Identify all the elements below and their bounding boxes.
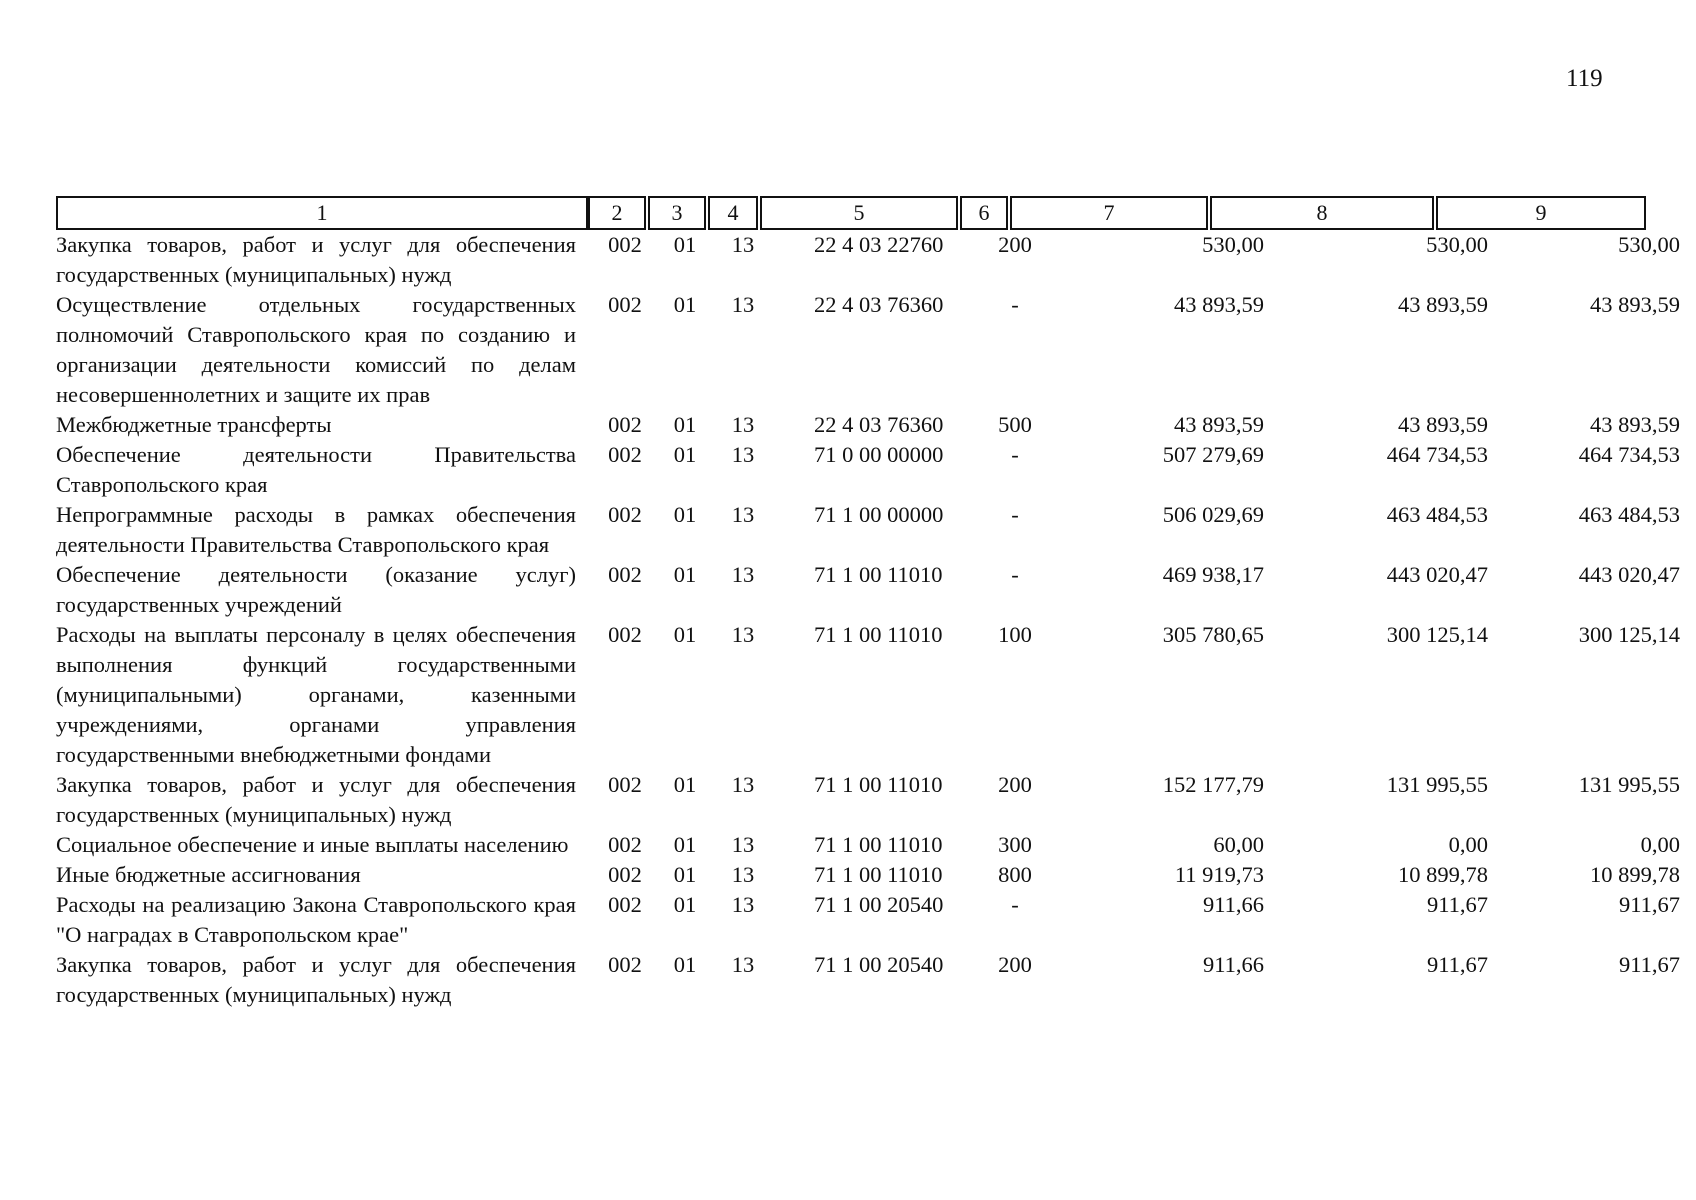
row-value-2: 911,67 (1426, 892, 1488, 917)
row-value-2: 0,00 (1448, 832, 1488, 857)
row-vr: 100 (998, 622, 1032, 647)
row-rz: 01 (673, 862, 697, 887)
row-csr: 71 1 00 20540 (814, 952, 944, 977)
row-value-3: 911,67 (1618, 952, 1680, 977)
row-pr: 13 (731, 232, 755, 257)
row-grbs: 002 (608, 622, 642, 647)
row-csr: 22 4 03 76360 (814, 292, 944, 317)
row-csr: 22 4 03 76360 (814, 412, 944, 437)
page-number: 119 (1566, 65, 1603, 92)
row-value-2: 530,00 (1426, 232, 1488, 257)
row-pr: 13 (731, 292, 755, 317)
row-name: Осуществление отдельных государственных полномочий Ставропольского края по созданию и организации деятельности комиссий по делам несовершеннолетних и защите их прав (56, 292, 576, 407)
row-value-1: 305 780,65 (1162, 622, 1264, 647)
row-grbs: 002 (608, 832, 642, 857)
row-vr: 800 (998, 862, 1032, 887)
row-vr: 200 (998, 232, 1032, 257)
row-name: Расходы на выплаты персоналу в целях обеспечения выполнения функций государственными (муниципальными) органами, казенными учреждениями, органами управления государственными внебюджетными фондами (56, 622, 576, 767)
row-vr: - (1011, 442, 1019, 467)
row-rz: 01 (673, 502, 697, 527)
row-rz: 01 (673, 772, 697, 797)
row-value-1: 43 893,59 (1174, 412, 1264, 437)
row-name: Закупка товаров, работ и услуг для обеспечения государственных (муниципальных) нужд (56, 232, 576, 287)
row-value-1: 911,66 (1202, 892, 1264, 917)
row-value-3: 530,00 (1618, 232, 1680, 257)
table-row (56, 410, 1680, 440)
row-value-1: 60,00 (1213, 832, 1264, 857)
row-grbs: 002 (608, 292, 642, 317)
row-csr: 22 4 03 22760 (814, 232, 944, 257)
header-col-2: 2 (588, 196, 646, 230)
row-name: Обеспечение деятельности Правительства Ставропольского края (56, 442, 576, 497)
row-value-1: 911,66 (1202, 952, 1264, 977)
table-row (56, 620, 1680, 770)
header-col-1: 1 (56, 196, 588, 230)
row-value-3: 0,00 (1640, 832, 1680, 857)
row-rz: 01 (673, 292, 697, 317)
row-pr: 13 (731, 862, 755, 887)
row-name: Иные бюджетные ассигнования (56, 862, 361, 887)
row-value-3: 463 484,53 (1578, 502, 1680, 527)
row-value-2: 131 995,55 (1386, 772, 1488, 797)
row-value-1: 507 279,69 (1162, 442, 1264, 467)
header-col-5: 5 (760, 196, 958, 230)
row-pr: 13 (731, 502, 755, 527)
header-col-6: 6 (960, 196, 1008, 230)
row-value-2: 464 734,53 (1386, 442, 1488, 467)
row-csr: 71 1 00 11010 (814, 622, 943, 647)
row-rz: 01 (673, 832, 697, 857)
row-name: Закупка товаров, работ и услуг для обеспечения государственных (муниципальных) нужд (56, 952, 576, 1007)
row-grbs: 002 (608, 772, 642, 797)
row-value-2: 300 125,14 (1386, 622, 1488, 647)
row-value-2: 911,67 (1426, 952, 1488, 977)
row-value-1: 530,00 (1202, 232, 1264, 257)
table-row (56, 950, 1680, 1010)
row-value-1: 11 919,73 (1174, 862, 1264, 887)
row-vr: - (1011, 892, 1019, 917)
header-col-9: 9 (1436, 196, 1646, 230)
row-value-3: 443 020,47 (1578, 562, 1680, 587)
row-value-2: 43 893,59 (1398, 292, 1488, 317)
row-rz: 01 (673, 562, 697, 587)
row-grbs: 002 (608, 232, 642, 257)
row-value-2: 443 020,47 (1386, 562, 1488, 587)
row-name: Межбюджетные трансферты (56, 412, 332, 437)
row-grbs: 002 (608, 892, 642, 917)
row-value-2: 10 899,78 (1398, 862, 1488, 887)
row-value-1: 43 893,59 (1174, 292, 1264, 317)
row-vr: 300 (998, 832, 1032, 857)
row-vr: 200 (998, 952, 1032, 977)
header-col-7: 7 (1010, 196, 1208, 230)
table-row (56, 860, 1680, 890)
row-value-1: 506 029,69 (1162, 502, 1264, 527)
header-col-4: 4 (708, 196, 758, 230)
table-row (56, 560, 1680, 620)
row-grbs: 002 (608, 502, 642, 527)
row-pr: 13 (731, 442, 755, 467)
row-name: Непрограммные расходы в рамках обеспечения деятельности Правительства Ставропольского края (56, 502, 576, 557)
row-value-3: 131 995,55 (1578, 772, 1680, 797)
row-vr: 200 (998, 772, 1032, 797)
row-pr: 13 (731, 412, 755, 437)
row-name: Социальное обеспечение и иные выплаты населению (56, 832, 569, 857)
row-name: Расходы на реализацию Закона Ставропольского края "О наградах в Ставропольском крае" (56, 892, 576, 947)
row-vr: 500 (998, 412, 1032, 437)
row-pr: 13 (731, 892, 755, 917)
row-grbs: 002 (608, 442, 642, 467)
row-value-3: 911,67 (1618, 892, 1680, 917)
row-csr: 71 1 00 00000 (814, 502, 944, 527)
table-row (56, 830, 1680, 860)
row-value-2: 463 484,53 (1386, 502, 1488, 527)
row-name: Обеспечение деятельности (оказание услуг) государственных учреждений (56, 562, 576, 617)
row-value-3: 10 899,78 (1590, 862, 1680, 887)
row-pr: 13 (731, 832, 755, 857)
row-value-1: 469 938,17 (1162, 562, 1264, 587)
row-pr: 13 (731, 772, 755, 797)
row-value-3: 43 893,59 (1590, 292, 1680, 317)
row-pr: 13 (731, 622, 755, 647)
table-row (56, 440, 1680, 500)
row-csr: 71 1 00 11010 (814, 562, 943, 587)
header-col-8: 8 (1210, 196, 1434, 230)
row-csr: 71 1 00 11010 (814, 832, 943, 857)
row-value-3: 300 125,14 (1578, 622, 1680, 647)
table-row (56, 770, 1680, 830)
row-csr: 71 1 00 11010 (814, 862, 943, 887)
table-row (56, 290, 1680, 410)
row-name: Закупка товаров, работ и услуг для обеспечения государственных (муниципальных) нужд (56, 772, 576, 827)
row-grbs: 002 (608, 862, 642, 887)
row-rz: 01 (673, 952, 697, 977)
table-row (56, 230, 1680, 290)
row-pr: 13 (731, 952, 755, 977)
row-value-3: 464 734,53 (1578, 442, 1680, 467)
row-value-2: 43 893,59 (1398, 412, 1488, 437)
row-vr: - (1011, 562, 1019, 587)
row-csr: 71 1 00 11010 (814, 772, 943, 797)
row-grbs: 002 (608, 412, 642, 437)
row-grbs: 002 (608, 952, 642, 977)
table-body (56, 230, 1680, 1010)
row-grbs: 002 (608, 562, 642, 587)
row-vr: - (1011, 502, 1019, 527)
row-rz: 01 (673, 622, 697, 647)
row-csr: 71 1 00 20540 (814, 892, 944, 917)
row-value-3: 43 893,59 (1590, 412, 1680, 437)
row-rz: 01 (673, 232, 697, 257)
row-rz: 01 (673, 442, 697, 467)
row-vr: - (1011, 292, 1019, 317)
header-col-3: 3 (648, 196, 706, 230)
row-csr: 71 0 00 00000 (814, 442, 944, 467)
table-row (56, 890, 1680, 950)
row-pr: 13 (731, 562, 755, 587)
row-value-1: 152 177,79 (1162, 772, 1264, 797)
table-row (56, 500, 1680, 560)
row-rz: 01 (673, 412, 697, 437)
row-rz: 01 (673, 892, 697, 917)
